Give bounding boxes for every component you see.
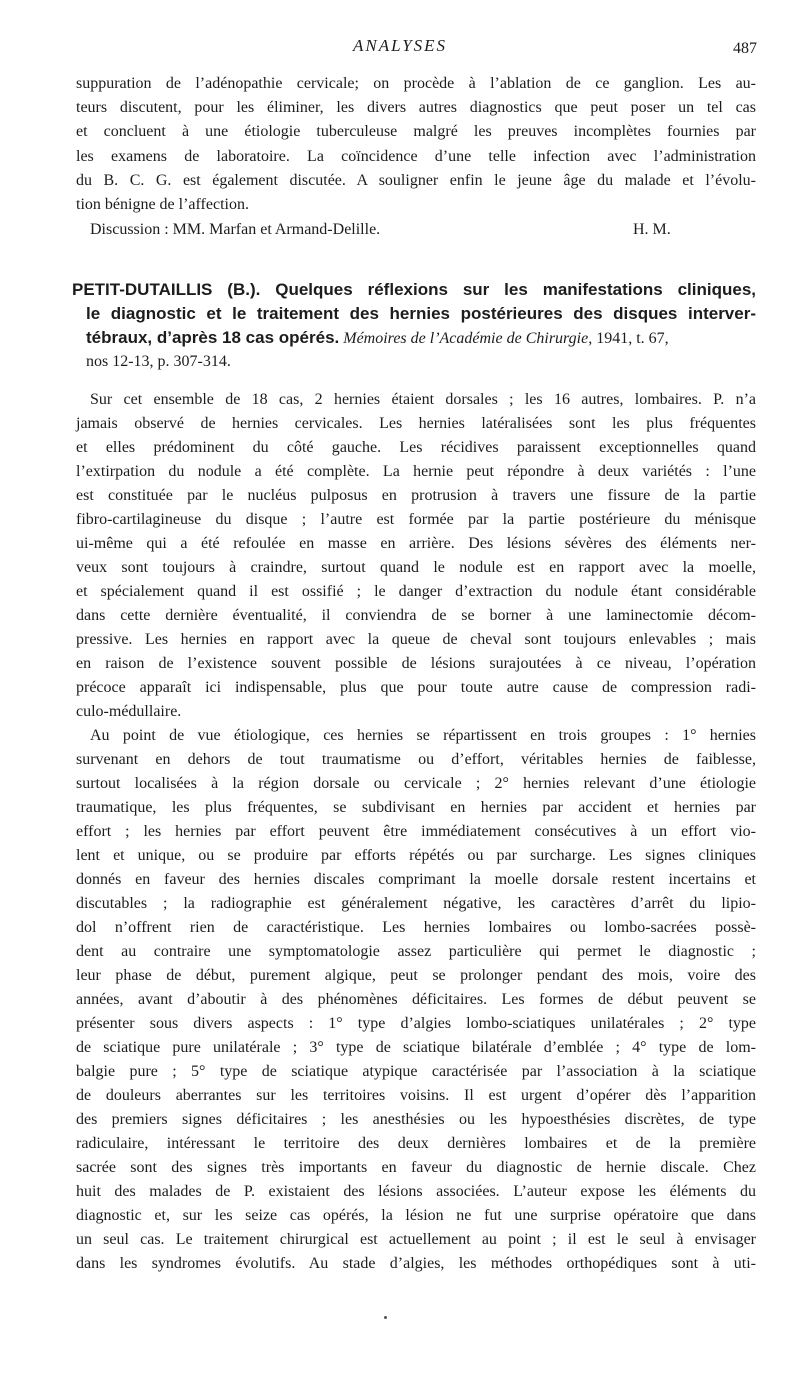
page-number: 487 xyxy=(733,40,757,57)
p1-line-4: l’extirpation du nodule a été complète. La hernie peut répondre à deux variétés : l’une xyxy=(76,463,756,480)
p2-line-11: leur phase de début, purement algique, peut se prolonger pendant des mois, voire des xyxy=(76,967,756,984)
p2-line-10: dent au contraire une symptomatologie assez particulière qui permet le diagnostic ; xyxy=(76,943,756,960)
p2-line-20: huit des malades de P. existaient des lésions associées. L’auteur expose les éléments du xyxy=(76,1183,756,1200)
p1-line-14: culo-médullaire. xyxy=(76,703,182,720)
p2-line-4: traumatique, les plus fréquentes, se subdivisant en hernies par accident et hernies par xyxy=(76,799,756,816)
p2-line-3: surtout localisées à la région dorsale ou cervicale ; 2° hernies relevant d’une étiologie xyxy=(76,775,756,792)
p2-line-6: lent et unique, ou se produire par efforts répétés ou par surcharge. Les signes cliniques xyxy=(76,847,756,864)
p2-line-5: effort ; les hernies par effort peuvent être immédiatement consécutives à un effort vio- xyxy=(76,823,756,840)
p2-line-12: années, avant d’aboutir à des phénomènes déficitaires. Les formes de début peuvent se xyxy=(76,991,756,1008)
p1-line-9: et spécialement quand il est ossifié ; le danger d’extraction du nodule étant considérable xyxy=(76,583,756,600)
p2-line-13: présenter sous divers aspects : 1° type d’algies lombo-sciatiques unilatérales ; 2° type xyxy=(76,1015,756,1032)
p2-line-16: de douleurs aberrantes sur les territoires voisins. Il est urgent d’opérer dès l’apparition xyxy=(76,1087,756,1104)
prev-line-3: et concluent à une étiologie tuberculeuse malgré les preuves incomplètes fournies par xyxy=(76,123,756,140)
print-speck xyxy=(384,1316,387,1319)
p2-line-23: dans les syndromes évolutifs. Au stade d’algies, les méthodes orthopédiques sont à uti- xyxy=(76,1255,756,1272)
prev-line-6: tion bénigne de l’affection. xyxy=(76,196,249,213)
p1-line-8: veux sont toujours à craindre, surtout quand le nodule est en rapport avec la moelle, xyxy=(76,559,756,576)
p1-line-10: dans cette dernière éventualité, il conviendra de se borner à une laminectomie décom- xyxy=(76,607,756,624)
p1-line-2: jamais observé de hernies cervicales. Les hernies latéralisées sont les plus fréquentes xyxy=(76,415,756,432)
article-title-line-3 xyxy=(86,326,766,350)
p2-line-14: de sciatique pure unilatérale ; 3° type de sciatique bilatérale d’emblée ; 4° type de lom- xyxy=(76,1039,756,1056)
p2-line-17: des premiers signes déficitaires ; les anesthésies ou les hypoesthésies discrètes, de type xyxy=(76,1111,756,1128)
author-initials: H. M. xyxy=(633,221,671,238)
p2-line-1: Au point de vue étiologique, ces hernies se répartissent en trois groupes : 1° hernies xyxy=(90,727,756,744)
prev-line-5: du B. C. G. est également discutée. A souligner enfin le jeune âge du malade et l’évolu- xyxy=(76,172,756,189)
prev-line-1: suppuration de l’adénopathie cervicale; on procède à l’ablation de ce ganglion. Les au- xyxy=(76,75,756,92)
p2-line-2: survenant en dehors de tout traumatisme ou d’effort, véritables hernies de faiblesse, xyxy=(76,751,756,768)
journal-issue: nos 12-13, p. 307-314. xyxy=(86,353,231,370)
p1-line-3: et elles prédominent du côté gauche. Les récidives paraissent exceptionnelles quand xyxy=(76,439,756,456)
p1-line-5: est constituée par le nucléus pulposus en protrusion à travers une fissure de la partie xyxy=(76,487,756,504)
article-title-line-1: PETIT-DUTAILLIS (B.). Quelques réflexions sur les manifestations cliniques, xyxy=(72,280,756,299)
p2-line-15: balgie pure ; 5° type de sciatique atypique caractérisée par l’association à la sciatique xyxy=(76,1063,756,1080)
prev-line-2: teurs discutent, pour les éliminer, les divers autres diagnostics que peut poser un tel cas xyxy=(76,99,756,116)
p1-line-11: pressive. Les hernies en rapport avec la queue de cheval sont toujours enlevables ; mais xyxy=(76,631,756,648)
p2-line-22: un seul cas. Le traitement chirurgical est actuellement au point ; il est le seul à envisager xyxy=(76,1231,756,1248)
prev-line-4: les examens de laboratoire. La coïncidence d’une telle infection avec l’administration xyxy=(76,148,756,165)
discussion-line: Discussion : MM. Marfan et Armand-Delille. xyxy=(90,221,381,238)
p1-line-6: fibro-cartilagineuse du disque ; l’autre est formée par la partie postérieure du ménisque xyxy=(76,511,756,528)
p2-line-9: dol n’offrent rien de caractéristique. Les hernies lombaires ou lombo-sacrées possè- xyxy=(76,919,756,936)
running-head: ANALYSES xyxy=(352,36,448,55)
p1-line-7: ui-même qui a été refoulée en masse en arrière. Des lésions sévères des éléments ner- xyxy=(76,535,756,552)
p2-line-8: discutables ; la radiographie est généralement négative, les caractères d’arrêt du lipio- xyxy=(76,895,756,912)
article-title-end: tébraux, d’après 18 cas opérés. xyxy=(86,328,340,347)
journal-ref: 1941, t. 67, xyxy=(596,330,669,347)
article-title-line-2: le diagnostic et le traitement des hernies postérieures des disques interver- xyxy=(86,304,756,323)
journal-name: Mémoires de l’Académie de Chirurgie, xyxy=(343,330,593,347)
p2-line-18: radiculaire, intéressant le territoire des deux dernières lombaires et de la première xyxy=(76,1135,756,1152)
p1-line-1: Sur cet ensemble de 18 cas, 2 hernies étaient dorsales ; les 16 autres, lombaires. P. n’a xyxy=(90,391,756,408)
p1-line-12: en raison de l’existence souvent possible de lésions surajoutées à ce niveau, l’opération xyxy=(76,655,756,672)
p2-line-19: sacrée sont des signes très importants en faveur du diagnostic de hernie discale. Chez xyxy=(76,1159,756,1176)
p2-line-21: diagnostic et, sur les seize cas opérés, la lésion ne fut une surprise opératoire que dans xyxy=(76,1207,756,1224)
p2-line-7: donnés en faveur des hernies discales comprimant la moelle dorsale restent incertains et xyxy=(76,871,756,888)
p1-line-13: précoce apparaît ici indispensable, plus que pour toute autre cause de compression radi- xyxy=(76,679,756,696)
